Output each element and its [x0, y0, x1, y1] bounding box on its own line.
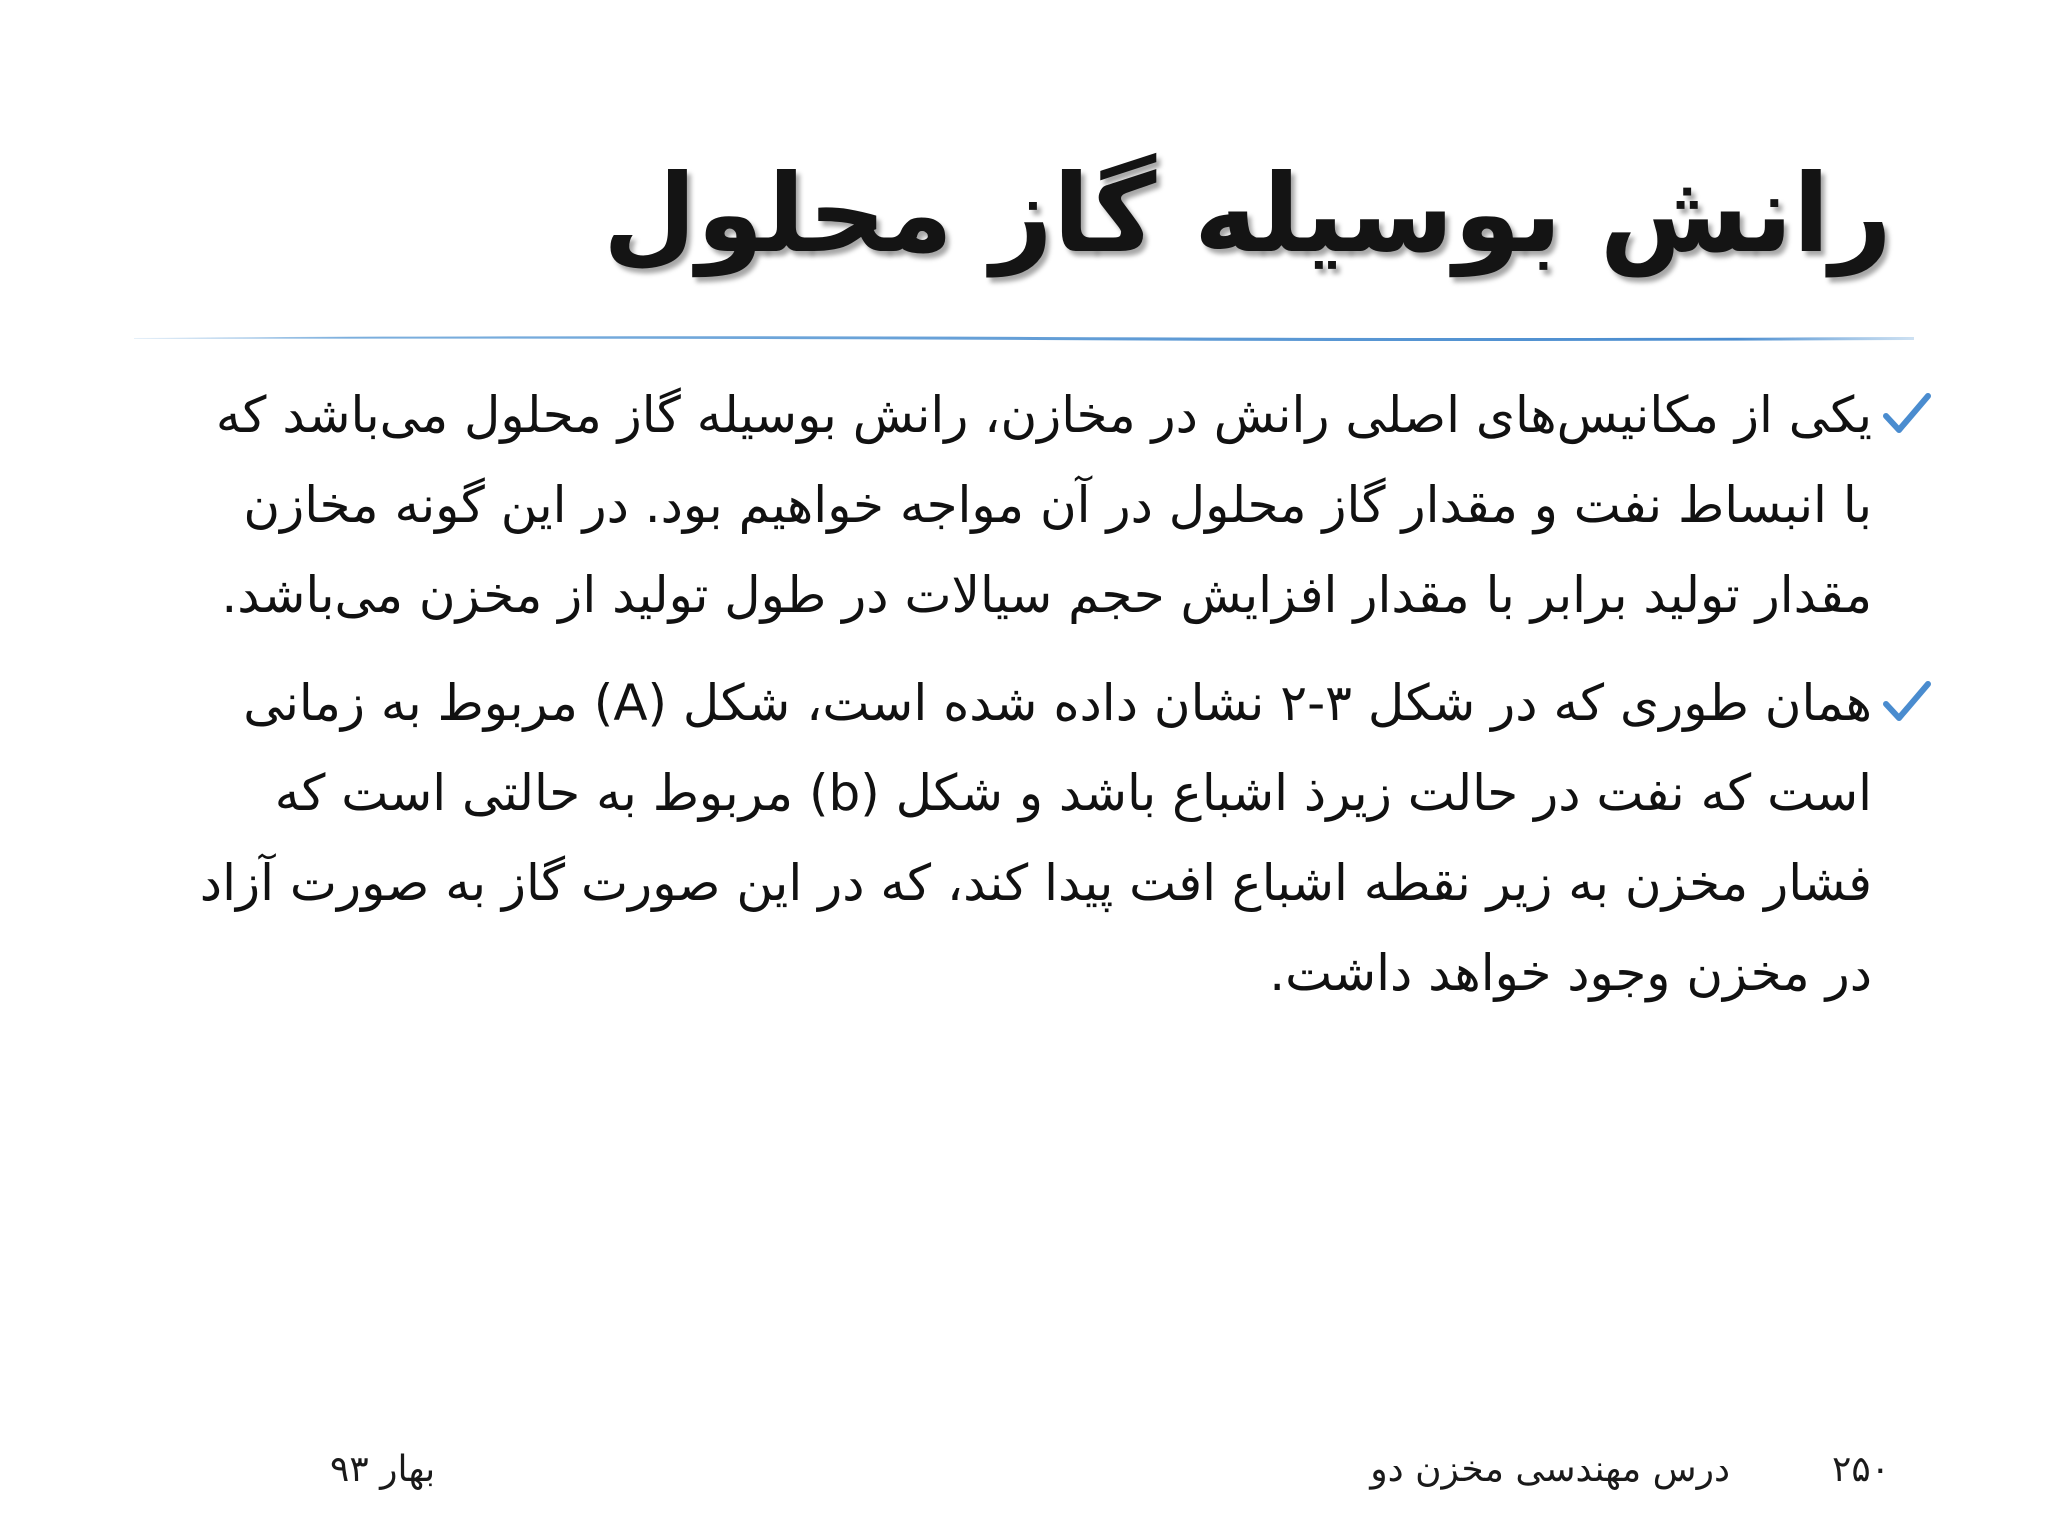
bullet-text: همان طوری که در شکل ۳-۲ نشان داده شده است، شکل (A) مربوط به زمانی است که نفت در حالت زیرذ اشباع باشد و شکل (b) مربوط به حالتی است که فشار مخزن به زیر نقطه اشباع افت پیدا کند، که در این صورت گاز به صورت آزاد در مخزن وجود خواهد داشت.: [199, 674, 1872, 1002]
checkmark-icon: [1882, 680, 1932, 724]
footer-page-number: ۲۵۰: [1831, 1449, 1890, 1490]
bullet-item: [152, 658, 1872, 1018]
title-divider: [134, 333, 1914, 343]
bullet-list: [152, 370, 1872, 1036]
bullet-item: [152, 370, 1872, 640]
footer-term: بهار ۹۳: [330, 1449, 436, 1490]
slide-title: رانش بوسیله گاز محلول: [602, 152, 1892, 277]
bullet-text: یکی از مکانیس‌های اصلی رانش در مخازن، رانش بوسیله گاز محلول می‌باشد که با انبساط نفت و مقدار گاز محلول در آن مواجه خواهیم بود. در این گونه مخازن مقدار تولید برابر با مقدار افزایش حجم سیالات در طول تولید از مخزن می‌باشد.: [215, 386, 1872, 624]
footer-course-name: درس مهندسی مخزن دو: [1370, 1449, 1730, 1490]
checkmark-icon: [1882, 392, 1932, 436]
